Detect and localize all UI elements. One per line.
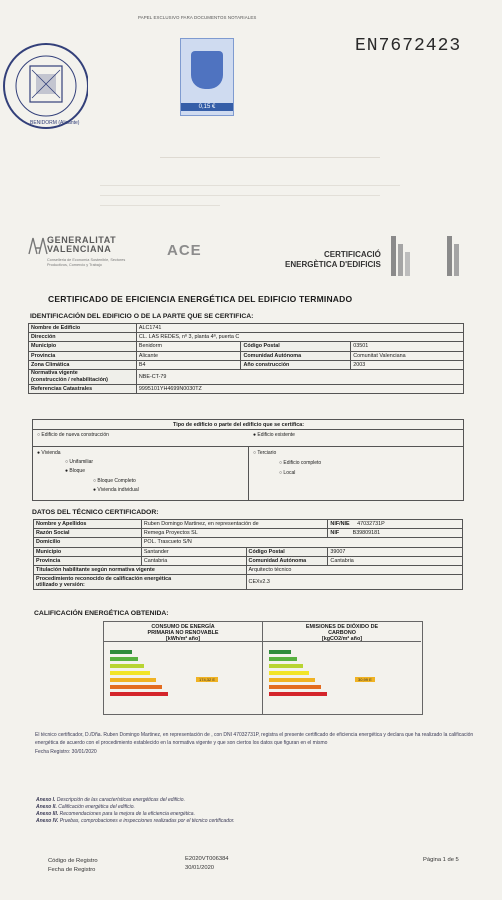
option-unifamiliar: ○ Unifamiliar: [65, 459, 94, 465]
razon-label: Razón Social: [34, 529, 142, 538]
rating-arrow-e: [269, 678, 315, 682]
notarial-notice: PAPEL EXCLUSIVO PARA DOCUMENTOS NOTARIALES: [138, 15, 257, 20]
serial-number: EN7672423: [355, 36, 462, 56]
nombre-edificio-value: ALC1741: [136, 324, 463, 333]
annex-item: [36, 804, 436, 811]
table-row: [34, 565, 463, 574]
rating-arrow-d: [269, 671, 309, 675]
declaration-paragraph: [35, 731, 475, 756]
terciario-label: Terciario: [257, 450, 277, 456]
option-vivienda-individual: ● Vivienda individual: [93, 487, 139, 493]
comunidad-label: Comunidad Autónoma: [241, 351, 351, 360]
nombre-edificio-label: Nombre de Edificio: [29, 324, 137, 333]
ace-logo: ACE: [167, 242, 202, 259]
table-row: [29, 384, 464, 393]
footer-labels: [48, 857, 98, 875]
table-row: [34, 547, 463, 556]
titulacion-value: Arquitecto técnico: [246, 565, 462, 574]
procedimiento-value: CEXv2.3: [246, 575, 462, 590]
cert-line2: ENERGÈTICA D'EDIFICIS: [285, 260, 381, 269]
unifamiliar-label: Unifamiliar: [69, 459, 94, 465]
option-vivienda: ● Vivienda: [37, 450, 61, 456]
rating-arrow-e: [110, 678, 156, 682]
table-row: [29, 342, 464, 351]
section-tecnico: DATOS DEL TÉCNICO CERTIFICADOR:: [32, 509, 159, 516]
energy-rating-box: [103, 621, 423, 715]
tipo-header: Tipo de edificio o parte del edificio que se certifica:: [173, 422, 305, 428]
option-edificio-completo: ○ Edificio completo: [279, 460, 322, 466]
section-calificacion: CALIFICACIÓN ENERGÉTICA OBTENIDA:: [34, 610, 169, 617]
annex-text: Calificación energética del edificio.: [58, 804, 135, 810]
generalitat-name: [47, 236, 116, 254]
certificacio-title: [285, 250, 381, 270]
rating-arrow-a: [269, 650, 291, 654]
rating-arrow-b: [110, 657, 138, 661]
tec-ca-value: Cantabria: [328, 556, 463, 565]
fecha-registro-value: 30/01/2020: [185, 865, 215, 871]
annex-label: Anexo III.: [36, 811, 59, 817]
page-number: Página 1 de 5: [423, 857, 459, 863]
normativa-label: [29, 369, 137, 384]
tec-nif2-value: B39809181: [352, 530, 381, 537]
direccion-label: Dirección: [29, 333, 137, 342]
gv-line2: VALENCIANA: [47, 244, 112, 254]
municipio-label: Municipio: [29, 342, 137, 351]
titulacion-label: Titulación habilitante según normativa vigente: [34, 565, 247, 574]
seal-price: 0,15 €: [181, 103, 233, 111]
proc-label-2: utilizado y versión:: [36, 582, 85, 589]
provincia-value: Alicante: [136, 351, 241, 360]
consumo-head-1: CONSUMO DE ENERGÍA: [151, 624, 215, 630]
table-row: [34, 520, 463, 529]
municipio-value: Benidorm: [136, 342, 241, 351]
table-row: [29, 333, 464, 342]
annex-item: [36, 811, 436, 818]
rating-arrow-c: [110, 664, 144, 668]
official-seal: [180, 38, 234, 116]
tec-provincia-value: Cantabria: [141, 556, 246, 565]
zona-label: Zona Climática: [29, 360, 137, 369]
fecha-registro-label: Fecha de Registro: [48, 867, 96, 873]
consumo-rating-value: 174,32 E: [196, 677, 218, 682]
domicilio-label: Domicilio: [34, 538, 142, 547]
tec-municipio-label: Municipio: [34, 547, 142, 556]
energy-bars-logo-icon: [387, 234, 467, 280]
rating-arrow-b: [269, 657, 297, 661]
annex-text: Pruebas, comprobaciones e inspecciones realizadas por el técnico certificador.: [59, 818, 235, 824]
option-local: ○ Local: [279, 470, 296, 476]
normativa-value: NBE-CT-79: [136, 369, 463, 384]
show-through-text: [100, 148, 420, 206]
direccion-value: CL. LAS REDES, nº 3, planta 4ª, puerta C: [136, 333, 463, 342]
declaration-text: El técnico certificador, D./Dña. Ruben Domingo Martinez, en representación de , con DNI 47032731P, registra el presente certificado de eficiencia energética y declara que ha realizado la calificación energética de acuerdo con el procedimiento establecido en la normativa vigente y que son ciertos los datos que figuran en el mismo: [35, 732, 474, 747]
table-row: [34, 556, 463, 565]
comunidad-value: Comunitat Valenciana: [351, 351, 464, 360]
provincia-label: Provincia: [29, 351, 137, 360]
existente-label: Edificio existente: [257, 432, 295, 438]
tec-nif-cell: [328, 520, 463, 529]
footer-values: [185, 855, 229, 873]
proc-label-1: Procedimiento reconocido de calificación energética: [36, 575, 172, 582]
codigo-registro-value: E2020VT006384: [185, 856, 229, 862]
table-row: [29, 324, 464, 333]
tec-municipio-value: Santander: [141, 547, 246, 556]
anio-label: Año construcción: [241, 360, 351, 369]
tecnico-table: [33, 519, 463, 590]
annex-item: [36, 797, 436, 804]
annex-text: Descripción de las características energéticas del edificio.: [56, 797, 185, 803]
bloque-label: Bloque: [69, 468, 85, 474]
zona-value: B4: [136, 360, 241, 369]
anio-value: 2003: [351, 360, 464, 369]
tec-nif-label: NIF/NIE: [330, 521, 350, 528]
rating-arrow-g: [110, 692, 168, 696]
emisiones-header: [263, 622, 421, 642]
rating-arrow-g: [269, 692, 327, 696]
local-label: Local: [283, 470, 296, 476]
fecha-registro-line: Fecha Registro: 30/01/2020: [35, 748, 97, 755]
annex-item: [36, 818, 436, 825]
codigo-postal-value: 03501: [351, 342, 464, 351]
tec-nif2-label: NIF: [330, 530, 340, 537]
document-header: [27, 232, 467, 282]
rating-arrow-d: [110, 671, 150, 675]
codigo-postal-label: Código Postal: [241, 342, 351, 351]
bloque-completo-label: Bloque Completo: [97, 478, 136, 484]
table-row: [34, 575, 463, 590]
rating-arrow-f: [110, 685, 162, 689]
divider: [248, 446, 249, 500]
cert-line1: CERTIFICACIÓ: [323, 250, 381, 259]
divider: [33, 429, 463, 430]
procedimiento-label: [34, 575, 247, 590]
option-edificio-existente: ● Edificio existente: [253, 432, 295, 438]
tec-ca-label: Comunidad Autónoma: [246, 556, 328, 565]
nuevo-label: Edificio de nueva construcción: [41, 432, 109, 438]
normativa-label-2: (construcción / rehabilitación): [31, 376, 108, 383]
identification-table: [28, 323, 464, 394]
vivienda-individual-label: Vivienda individual: [97, 487, 139, 493]
gv-line1: GENERALITAT: [47, 235, 117, 245]
tec-cp-label: Código Postal: [246, 547, 328, 556]
annex-label: Anexo I.: [36, 797, 56, 803]
consumo-panel: [104, 622, 263, 714]
tec-provincia-label: Provincia: [34, 556, 142, 565]
tec-nombre-label: Nombre y Apellidos: [34, 520, 142, 529]
stamp-text: BENIDORM (Alicante): [30, 120, 80, 126]
rating-arrow-f: [269, 685, 321, 689]
consumo-head-3: [kWh/m² año]: [165, 636, 201, 643]
tec-nombre-value: Ruben Domingo Martinez, en representación de: [141, 520, 328, 529]
main-title: CERTIFICADO DE EFICIENCIA ENERGÉTICA DEL EDIFICIO TERMINADO: [48, 294, 353, 304]
option-bloque: ● Bloque: [65, 468, 85, 474]
option-bloque-completo: ○ Bloque Completo: [93, 478, 136, 484]
option-nueva-construccion: ○ Edificio de nueva construcción: [37, 432, 109, 438]
conselleria-text: Conselleria de Economía Sostenible, Sectores Productivos, Comercio y Trabajo: [47, 258, 126, 267]
tec-cp-value: 39007: [328, 547, 463, 556]
consumo-header: [104, 622, 262, 642]
option-terciario: ○ Terciario: [253, 450, 277, 456]
coat-of-arms-icon: [191, 51, 223, 89]
table-row: [34, 538, 463, 547]
annex-label: Anexo IV.: [36, 818, 59, 824]
vivienda-label: Vivienda: [41, 450, 61, 456]
annex-list: [36, 797, 436, 825]
normativa-label-1: Normativa vigente: [31, 370, 78, 377]
emisiones-panel: [263, 622, 421, 714]
notary-stamp: [0, 38, 88, 138]
razon-value: Remega Proyectos SL: [141, 529, 328, 538]
annex-text: Recomendaciones para la mejora de la eficiencia energética.: [59, 811, 195, 817]
referencias-value: 9995101YH4699N0030TZ: [136, 384, 463, 393]
table-row: [34, 529, 463, 538]
codigo-registro-label: Código de Registro: [48, 858, 98, 864]
emisiones-head-2: CARBONO: [328, 630, 356, 637]
generalitat-logo-icon: [27, 234, 49, 256]
emisiones-rating-value: 30,99 E: [355, 677, 375, 682]
tec-nif-value: 47032731P: [357, 521, 385, 528]
edificio-completo-label: Edificio completo: [283, 460, 322, 466]
referencias-label: Referencias Catastrales: [29, 384, 137, 393]
emisiones-head-1: EMISIONES DE DIÓXIDO DE: [305, 624, 379, 630]
table-row: [29, 369, 464, 384]
domicilio-value: POL. Trascueto S/N: [141, 538, 462, 547]
rating-arrow-c: [269, 664, 303, 668]
annex-label: Anexo II.: [36, 804, 57, 810]
tec-nif2-cell: [328, 529, 463, 538]
building-type-box: [32, 419, 464, 501]
section-identificacion: IDENTIFICACIÓN DEL EDIFICIO O DE LA PARTE QUE SE CERTIFICA:: [30, 313, 254, 320]
table-row: [29, 360, 464, 369]
consumo-head-2: PRIMARIA NO RENOVABLE: [147, 630, 219, 637]
table-row: [29, 351, 464, 360]
emisiones-head-3: [kgCO2/m² año]: [321, 636, 363, 643]
rating-arrow-a: [110, 650, 132, 654]
